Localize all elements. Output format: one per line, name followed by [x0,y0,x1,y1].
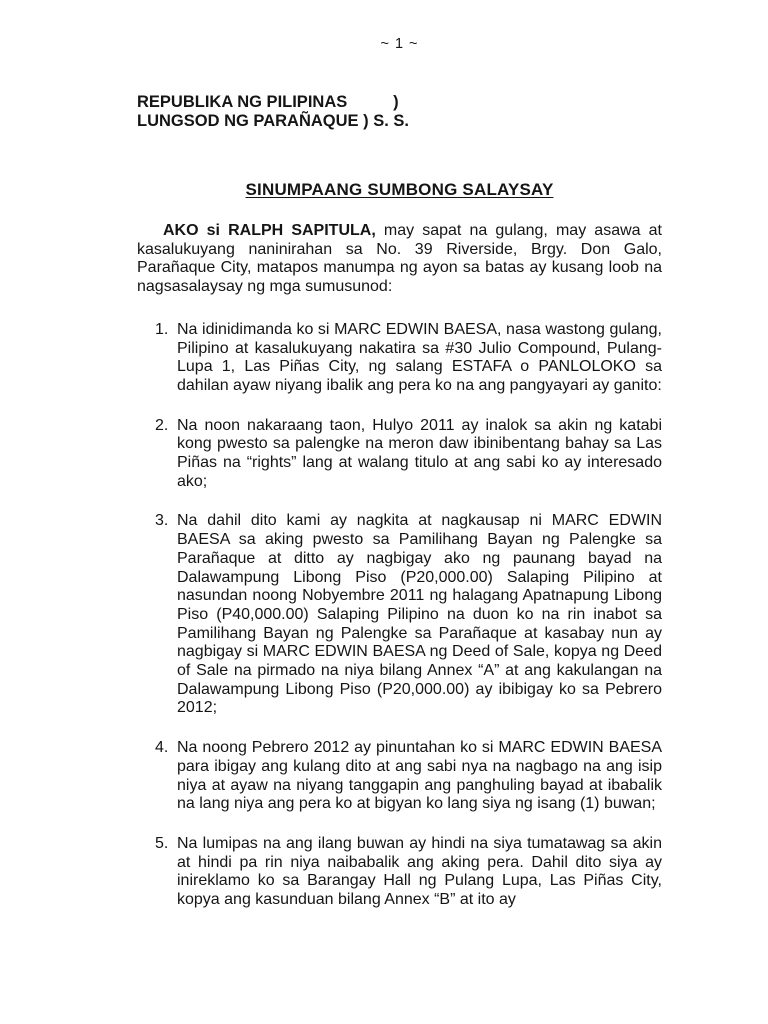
venue-caption-line-1: REPUBLIKA NG PILIPINAS ) [137,93,399,111]
item-text: Na noong Pebrero 2012 ay pinuntahan ko si MARC EDWIN BAESA para ibigay ang kulang dito at ang sabi nya na nagbago na ang isip niya at ayaw na niyang tanggapin ang panghuling bayad at ibabalik na lang niya ang pera ko at bigyan ko lang siya ng isang (1) buwan; [177,739,662,813]
page-content [137,0,662,931]
item-text: Na idinidimanda ko si MARC EDWIN BAESA, nasa wastong gulang, Pilipino at kasalukuyang nakatira sa #30 Julio Compound, Pulang-Lupa 1, Las Piñas City, ng salang ESTAFA o PANLOLOKO sa dahilan ayaw niyang ibalik ang pera ko na ang pangyayari ay ganito: [177,320,662,394]
item-text: Na lumipas na ang ilang buwan ay hindi na siya tumatawag sa akin at hindi pa rin niya naibabalik ang aking pera. Dahil dito siya ay inireklamo ko sa Barangay Hall ng Pulang Lupa, Las Piñas City, kopya ang kasunduan bilang Annex “B” at ito ay [177,834,662,909]
allegation-item-5 [137,835,662,910]
page-number: ~ 1 ~ [380,36,419,52]
allegation-item-2 [137,417,662,492]
venue-caption-line-2: LUNGSOD NG PARAÑAQUE ) S. S. [137,111,409,130]
allegation-item-3 [137,512,662,718]
allegation-item-1 [137,321,662,396]
item-number: 2. [155,416,169,434]
affiant-name-lead: AKO si RALPH SAPITULA, [163,222,376,239]
document-title-text: SINUMPAANG SUMBONG SALAYSAY [245,180,554,199]
item-number: 1. [155,320,169,338]
allegation-item-4 [137,739,662,814]
allegation-list [137,321,662,910]
item-text: Na noon nakaraang taon, Hulyo 2011 ay inalok sa akin ng katabi kong pwesto sa palengke na meron daw ibinibentang bahay sa Las Piñas na “rights” lang at walang titulo at ang sabi ko ay interesado ako; [177,416,662,490]
document-title [137,180,662,200]
item-number: 5. [155,834,169,852]
intro-paragraph-body: may sapat na gulang, may asawa at kasalukuyang naninirahan sa No. 39 Riverside, Brgy. Don Galo, Parañaque City, matapos manumpa ng ayon sa batas ay kusang loob na nagsasalaysay ng mga sumusunod: [137,222,663,296]
venue-caption [137,93,662,130]
item-number: 4. [155,739,169,757]
intro-paragraph [137,222,662,297]
item-text: Na dahil dito kami ay nagkita at nagkausap ni MARC EDWIN BAESA sa aking pwesto sa Pamilihang Bayan ng Palengke sa Parañaque at ditto ay nagbigay ako ng paunang bayad na Dalawampung Libong Piso (P20,000.00) Salaping Pilipino at nasundan noong Nobyembre 2011 ng halagang Apatnapung Libong Piso (P40,000.00) Salaping Pilipino na duon ko na rin inabot sa Pamilihang Bayan ng Palengke sa Parañaque at kasabay nun ay nagbigay si MARC EDWIN BAESA ng Deed of Sale, kopya ng Deed of Sale na pirmado na niya bilang Annex “A” at ang kakulangan na Dalawampung Libong Piso (P20,000.00) ay ibibigay ko sa Pebrero 2012; [177,512,662,717]
item-number: 3. [155,512,169,530]
